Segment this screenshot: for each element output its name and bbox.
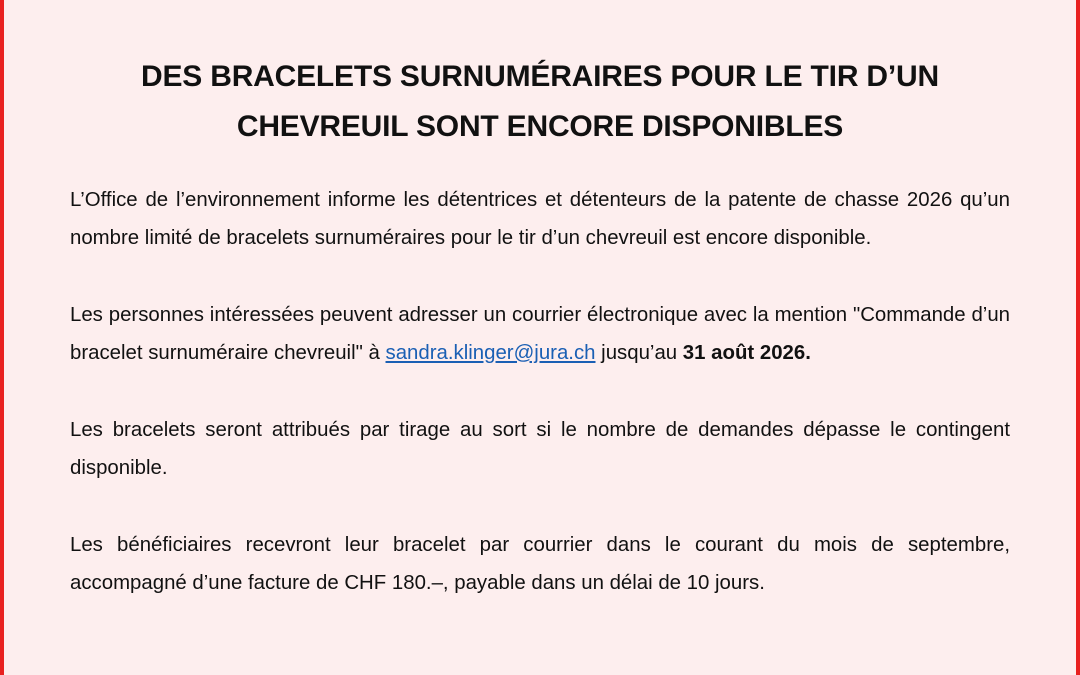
- deadline-date: 31 août 2026.: [682, 341, 811, 364]
- order-instructions-text: Les personnes intéressées peuvent adresser un courrier électronique avec la mention "Commande d’un bracelet surnuméraire chevreuil" à: [70, 304, 1010, 364]
- paragraph-intro: L’Office de l’environnement informe les détentrices et détenteurs de la patente de chasse 2026 qu’un nombre limité de bracelets surnuméraires pour le tir d’un chevreuil est encore disponible.: [70, 189, 1010, 249]
- paragraph-order-instructions: [70, 297, 1010, 372]
- email-link[interactable]: sandra.klinger@jura.ch: [385, 341, 596, 364]
- notice-title-line-1: DES BRACELETS SURNUMÉRAIRES POUR LE TIR D’UN: [141, 60, 939, 93]
- notice-document: [70, 40, 1010, 602]
- left-border: [0, 0, 4, 675]
- paragraph-lottery: Les bracelets seront attribués par tirage au sort si le nombre de demandes dépasse le contingent disponible.: [70, 419, 1010, 479]
- paragraph-delivery: Les bénéficiaires recevront leur bracelet par courrier dans le courant du mois de septembre, accompagné d’une facture de CHF 180.–, payable dans un délai de 10 jours.: [70, 534, 1010, 594]
- right-border: [1076, 0, 1080, 675]
- notice-title-line-2: CHEVREUIL SONT ENCORE DISPONIBLES: [236, 110, 844, 143]
- deadline-prefix: jusqu’au: [595, 341, 683, 364]
- notice-title: [70, 52, 1010, 152]
